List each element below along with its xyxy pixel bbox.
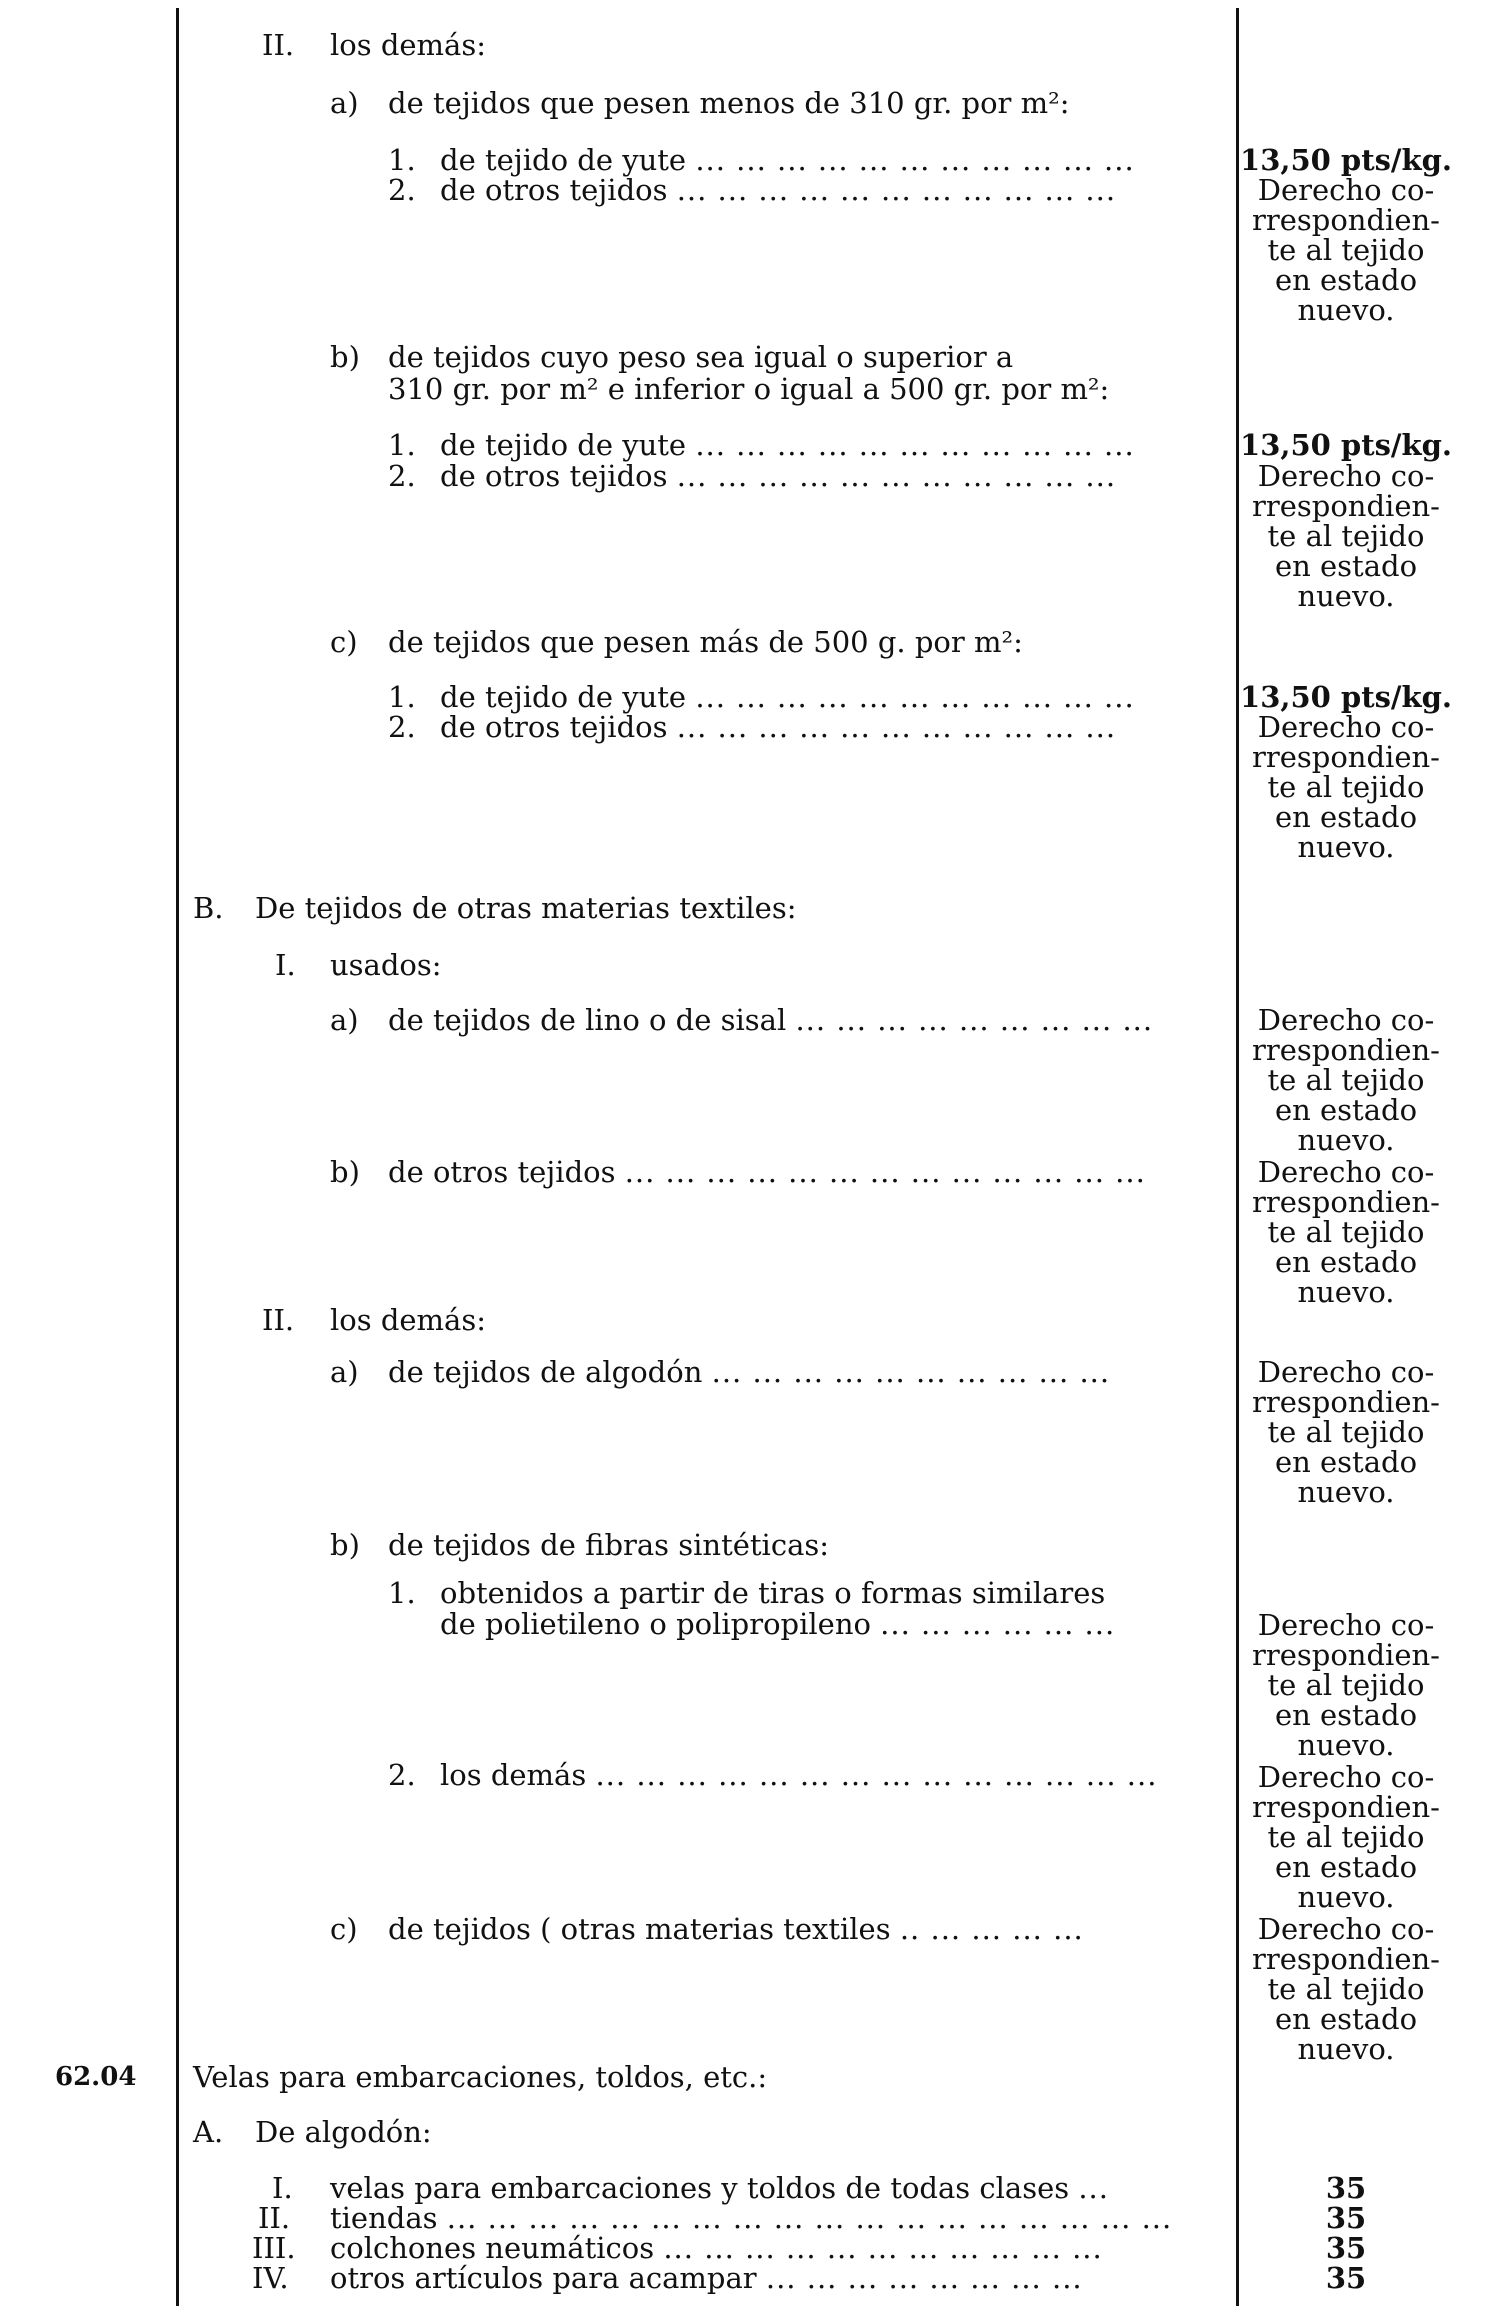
item-letter: a) [330, 1003, 359, 1037]
item-text: de tejidos que pesen más de 500 g. por m²: [388, 625, 1023, 659]
item-number: 1. [388, 428, 416, 462]
duty-rate: 35 [1325, 2171, 1367, 2205]
item-text: de otros tejidos ... ... ... ... ... ... ... ... ... ... ... [440, 459, 1117, 493]
item-text: de tejido de yute ... ... ... ... ... ... ... ... ... ... ... [440, 680, 1135, 714]
heading-title: Velas para embarcaciones, toldos, etc.: [193, 2060, 768, 2094]
roman-numeral: II. [258, 2201, 291, 2235]
item-text: de tejidos de lino o de sisal ... ... ... ... ... ... ... ... ... [388, 1003, 1154, 1037]
item-text: de tejidos que pesen menos de 310 gr. por m²: [388, 86, 1070, 120]
duty-note: Derecho co- rrespondien- te al tejido en estado nuevo. [1252, 1355, 1440, 1509]
roman-numeral: II. [262, 28, 295, 62]
item-text: 310 gr. por m² e inferior o igual a 500 gr. por m²: [388, 372, 1110, 406]
subheading-text: los demás: [330, 1303, 487, 1337]
item-text: colchones neumáticos ... ... ... ... ... ... ... ... ... ... ... [330, 2231, 1103, 2265]
item-letter: b) [330, 340, 360, 374]
duty-note: Derecho co- rrespondien- te al tejido en estado nuevo. [1252, 710, 1440, 864]
item-number: 2. [388, 710, 416, 744]
item-number: 1. [388, 1576, 416, 1610]
item-number: 1. [388, 143, 416, 177]
item-number: 2. [388, 1758, 416, 1792]
left-column-rule [176, 8, 179, 2306]
item-number: 1. [388, 680, 416, 714]
item-text: de otros tejidos ... ... ... ... ... ... ... ... ... ... ... [440, 710, 1117, 744]
roman-numeral: II. [262, 1303, 295, 1337]
duty-note: Derecho co- rrespondien- te al tejido en estado nuevo. [1252, 1155, 1440, 1309]
right-column-rule [1236, 8, 1239, 2306]
item-text: obtenidos a partir de tiras o formas similares [440, 1576, 1106, 1610]
duty-rate: 13,50 pts/kg. [1240, 143, 1452, 177]
item-text: de tejido de yute ... ... ... ... ... ... ... ... ... ... ... [440, 428, 1135, 462]
item-text: de tejidos de algodón ... ... ... ... ... ... ... ... ... ... [388, 1355, 1111, 1389]
item-text: los demás ... ... ... ... ... ... ... ... ... ... ... ... ... ... [440, 1758, 1158, 1792]
item-text: de otros tejidos ... ... ... ... ... ... ... ... ... ... ... [440, 173, 1117, 207]
section-heading: De tejidos de otras materias textiles: [255, 891, 797, 925]
duty-rate: 13,50 pts/kg. [1240, 428, 1452, 462]
item-text: de tejidos ( otras materias textiles .. ... ... ... ... [388, 1912, 1084, 1946]
roman-numeral: I. [272, 2171, 293, 2205]
duty-note: Derecho co- rrespondien- te al tejido en estado nuevo. [1252, 1608, 1440, 1762]
item-text: de tejidos de fibras sintéticas: [388, 1528, 830, 1562]
item-text: de polietileno o polipropileno ... ... ... ... ... ... [440, 1607, 1116, 1641]
subheading-text: usados: [330, 948, 442, 982]
item-number: 2. [388, 459, 416, 493]
duty-rate: 35 [1325, 2231, 1367, 2265]
roman-numeral: III. [252, 2231, 296, 2265]
section-heading: De algodón: [255, 2115, 432, 2149]
tariff-code: 62.04 [55, 2062, 137, 2092]
item-text: de tejidos cuyo peso sea igual o superior a [388, 340, 1014, 374]
item-text: otros artículos para acampar ... ... ... ... ... ... ... ... [330, 2261, 1083, 2295]
item-letter: a) [330, 86, 359, 120]
item-letter: c) [330, 625, 358, 659]
item-letter: c) [330, 1912, 358, 1946]
subheading-text: los demás: [330, 28, 487, 62]
duty-rate: 35 [1325, 2201, 1367, 2235]
item-number: 2. [388, 173, 416, 207]
duty-note: Derecho co- rrespondien- te al tejido en estado nuevo. [1252, 1912, 1440, 2066]
item-text: de otros tejidos ... ... ... ... ... ... ... ... ... ... ... ... ... [388, 1155, 1146, 1189]
duty-note: Derecho co- rrespondien- te al tejido en estado nuevo. [1252, 1003, 1440, 1157]
roman-numeral: IV. [252, 2261, 289, 2295]
duty-rate: 35 [1325, 2261, 1367, 2295]
duty-rate: 13,50 pts/kg. [1240, 680, 1452, 714]
roman-numeral: I. [275, 948, 296, 982]
duty-note: Derecho co- rrespondien- te al tejido en estado nuevo. [1252, 1760, 1440, 1914]
item-text: tiendas ... ... ... ... ... ... ... ... ... ... ... ... ... ... ... ... ... ... [330, 2201, 1173, 2235]
duty-note: Derecho co- rrespondien- te al tejido en estado nuevo. [1252, 459, 1440, 613]
section-letter: A. [193, 2115, 224, 2149]
item-letter: b) [330, 1528, 360, 1562]
item-letter: b) [330, 1155, 360, 1189]
item-letter: a) [330, 1355, 359, 1389]
item-text: de tejido de yute ... ... ... ... ... ... ... ... ... ... ... [440, 143, 1135, 177]
duty-note: Derecho co- rrespondien- te al tejido en estado nuevo. [1252, 173, 1440, 327]
item-text: velas para embarcaciones y toldos de todas clases ... [330, 2171, 1109, 2205]
section-letter: B. [193, 891, 224, 925]
